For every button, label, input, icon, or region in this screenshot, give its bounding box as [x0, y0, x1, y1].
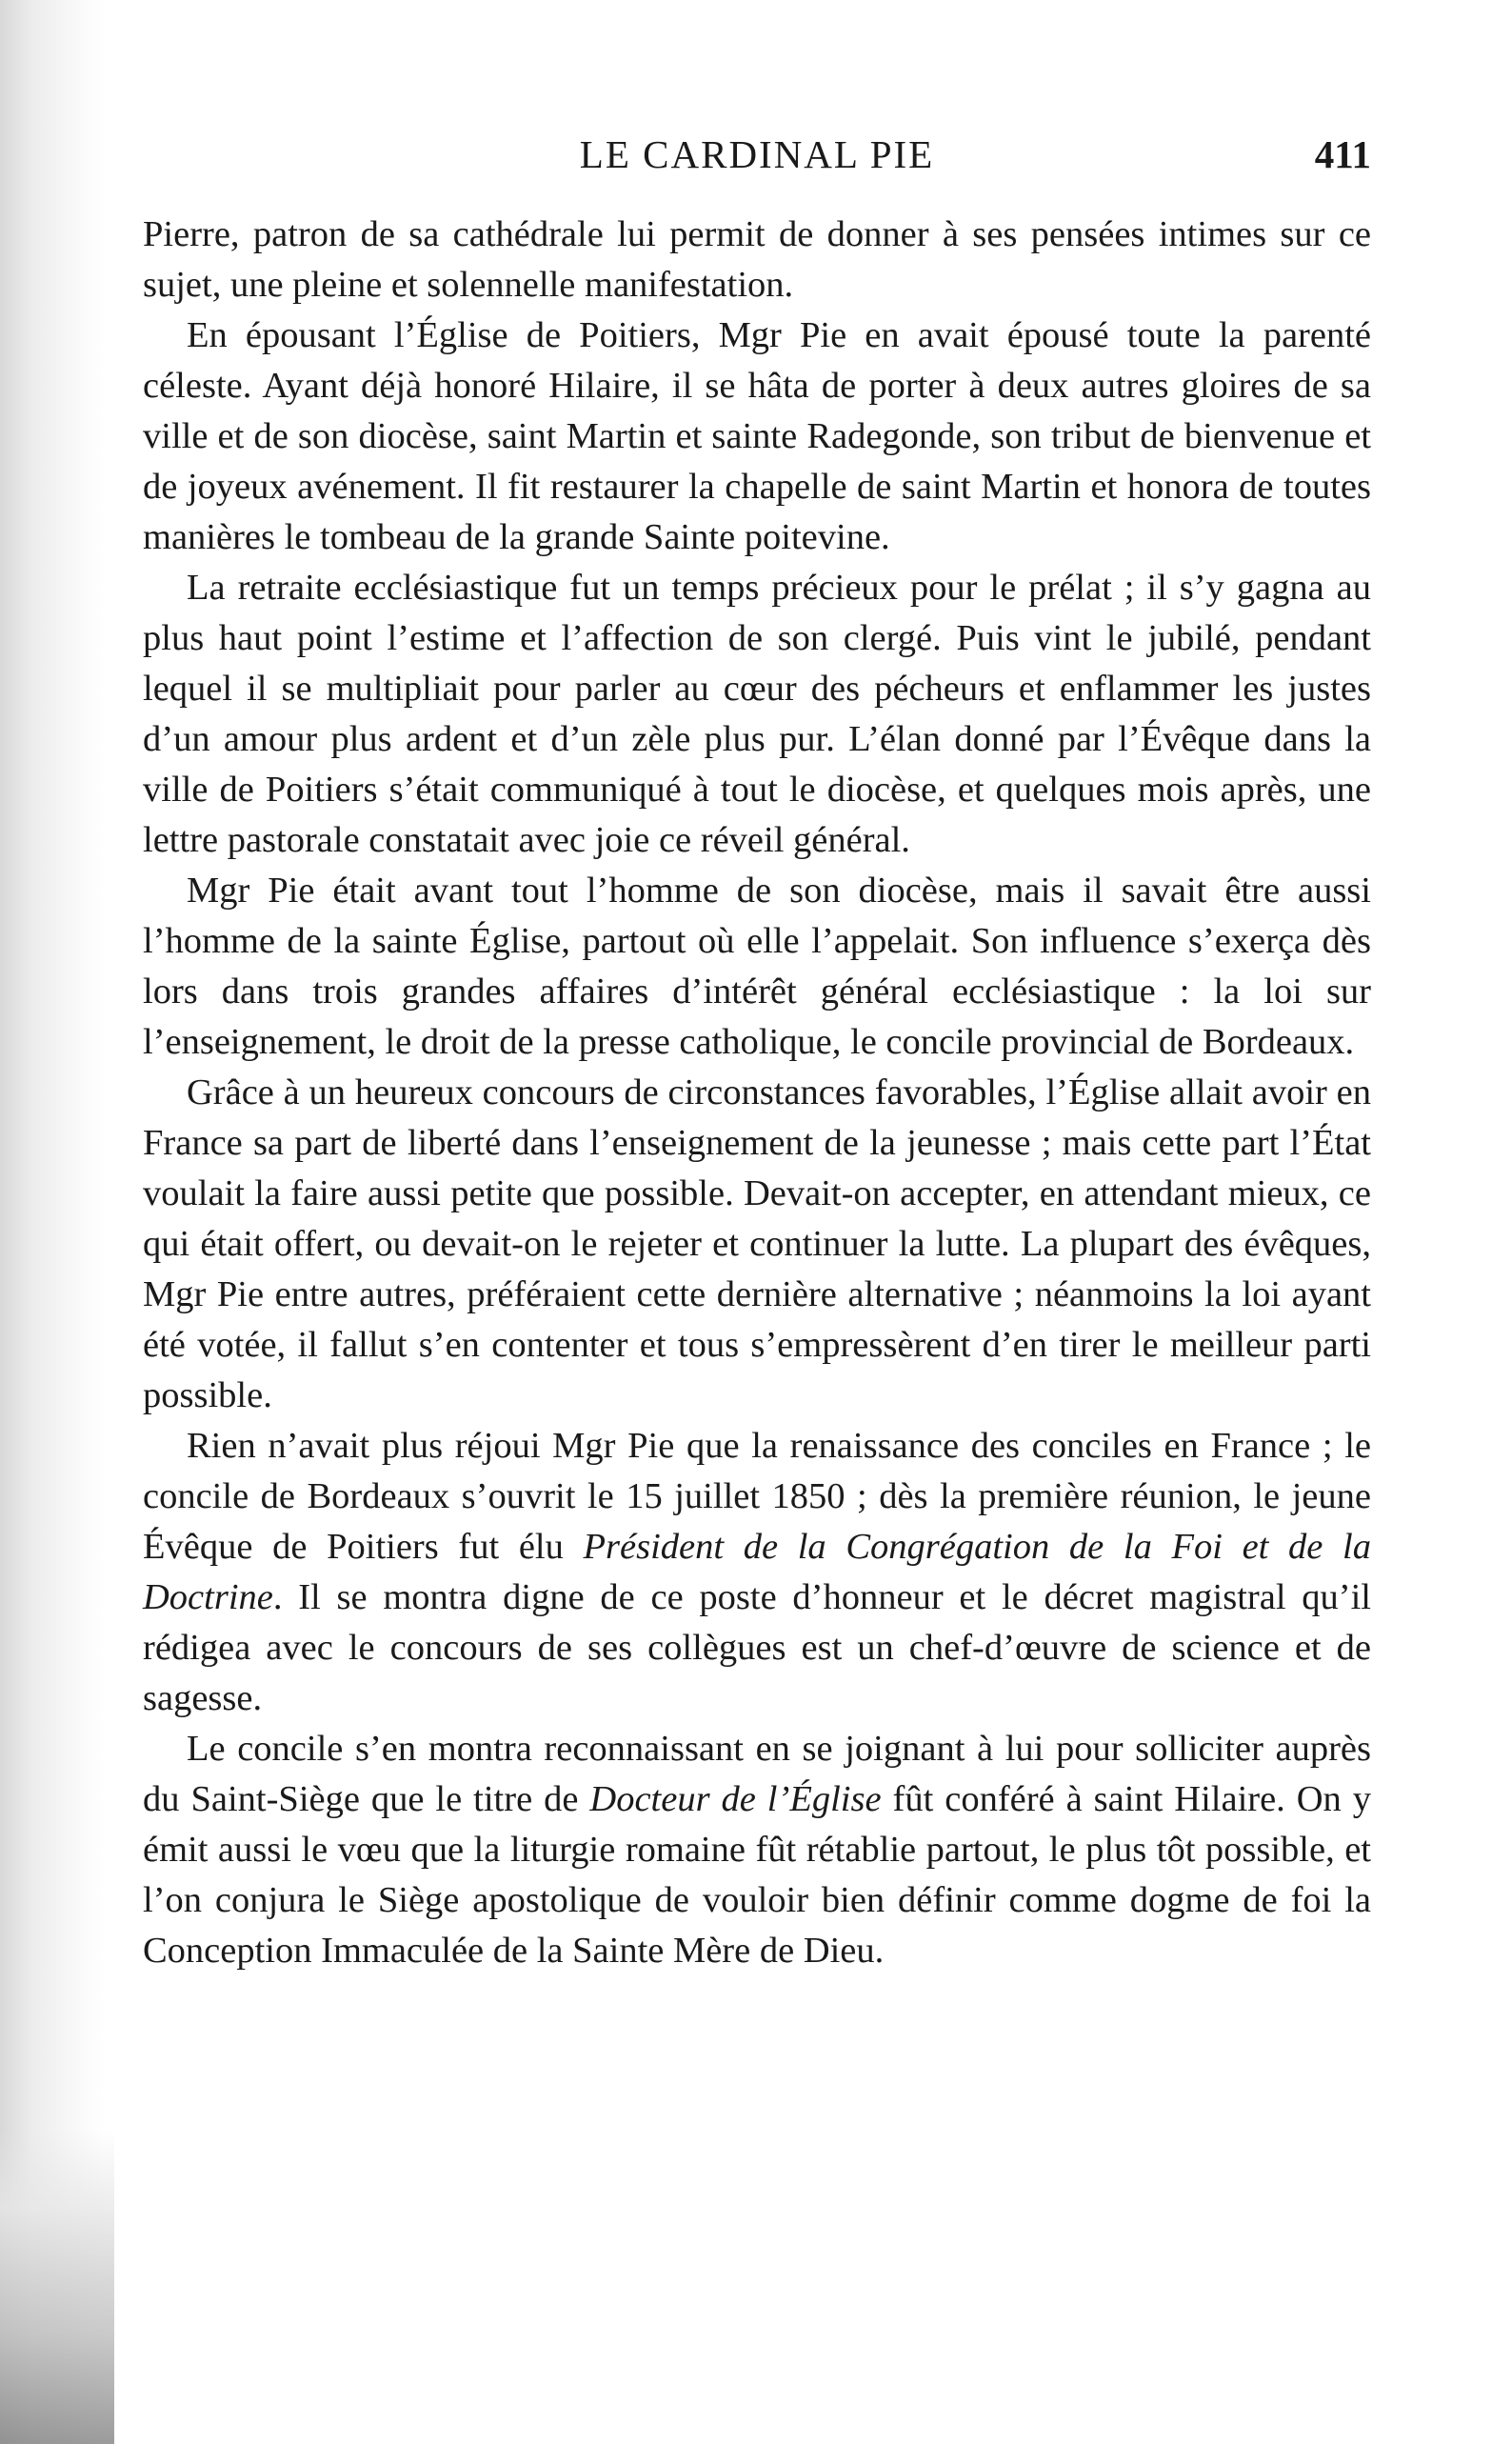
body-text: [143, 210, 1371, 1976]
italic-title: Président de la Congrégation de la Foi et de la Doctrine: [143, 1527, 1371, 1617]
paragraph: [143, 210, 1371, 311]
text-run: En épousant l’Église de Poitiers, Mgr Pie en avait épousé toute la parenté céleste. Ayant déjà honoré Hilaire, il se hâta de porter à deux autres gloires de sa ville et de son diocèse, saint Martin et sainte Radegonde, son tribut de bienvenue et de joyeux avénement. Il fit restaurer la chapelle de saint Martin et honora de toutes manières le tombeau de la grande Sainte poitevine.: [143, 315, 1371, 557]
text-run: Le concile s’en montra reconnaissant en se joignant à lui pour solliciter auprès du Saint-Siège que le titre de: [143, 1729, 1371, 1819]
text-run: Pierre, patron de sa cathédrale lui permit de donner à ses pensées intimes sur ce sujet, une pleine et solennelle manifestation.: [143, 214, 1371, 305]
paragraph: [143, 866, 1371, 1068]
italic-title: Docteur de l’Église: [589, 1779, 882, 1819]
text-run: Mgr Pie était avant tout l’homme de son diocèse, mais il savait être aussi l’homme de la sainte Église, partout où elle l’appelait. Son influence s’exerça dès lors dans trois grandes affaires d’intérêt général ecclésiastique : la loi sur l’enseignement, le droit de la presse catholique, le concile provincial de Bordeaux.: [143, 871, 1371, 1062]
paragraph: [143, 311, 1371, 563]
text-run: Rien n’avait plus réjoui Mgr Pie que la renaissance des conciles en France ; le concile de Bordeaux s’ouvrit le 15 juillet 1850 ; dès la première réunion, le jeune Évêque de Poitiers fut élu: [143, 1426, 1371, 1567]
paragraph: [143, 1421, 1371, 1724]
running-title: LE CARDINAL PIE: [579, 132, 935, 176]
page-header: [143, 124, 1371, 181]
text-run: La retraite ecclésiastique fut un temps précieux pour le prélat ; il s’y gagna au plus haut point l’estime et l’affection de son clergé. Puis vint le jubilé, pendant lequel il se multipliait pour parler au cœur des pécheurs et enflammer les justes d’un amour plus ardent et d’un zèle plus pur. L’élan donné par l’Évêque dans la ville de Poitiers s’était communiqué à tout le diocèse, et quelques mois après, une lettre pastorale constatait avec joie ce réveil général.: [143, 568, 1371, 860]
text-run: fût conféré à saint Hilaire. On y émit aussi le vœu que la liturgie romaine fût rétablie partout, le plus tôt possible, et l’on conjura le Siège apostolique de vouloir bien définir comme dogme de foi la Conception Immaculée de la Sainte Mère de Dieu.: [143, 1779, 1371, 1971]
text-run: Grâce à un heureux concours de circonstances favorables, l’Église allait avoir en France sa part de liberté dans l’enseignement de la jeunesse ; mais cette part l’État voulait la faire aussi petite que possible. Devait-on accepter, en attendant mieux, ce qui était offert, ou devait-on le rejeter et continuer la lutte. La plupart des évêques, Mgr Pie entre autres, préféraient cette dernière alternative ; néanmoins la loi ayant été votée, il fallut s’en contenter et tous s’empressèrent d’en tirer le meilleur parti possible.: [143, 1072, 1371, 1415]
text-run: . Il se montra digne de ce poste d’honneur et le décret magistral qu’il rédigea avec le concours de ses collègues est un chef-d’œuvre de science et de sagesse.: [143, 1577, 1371, 1718]
page-number: 411: [1314, 132, 1371, 176]
page-edge-stain: [0, 2130, 114, 2444]
paragraph: [143, 1724, 1371, 1976]
page-edge-shadow: [0, 0, 105, 2444]
paragraph: [143, 563, 1371, 866]
paragraph: [143, 1068, 1371, 1421]
